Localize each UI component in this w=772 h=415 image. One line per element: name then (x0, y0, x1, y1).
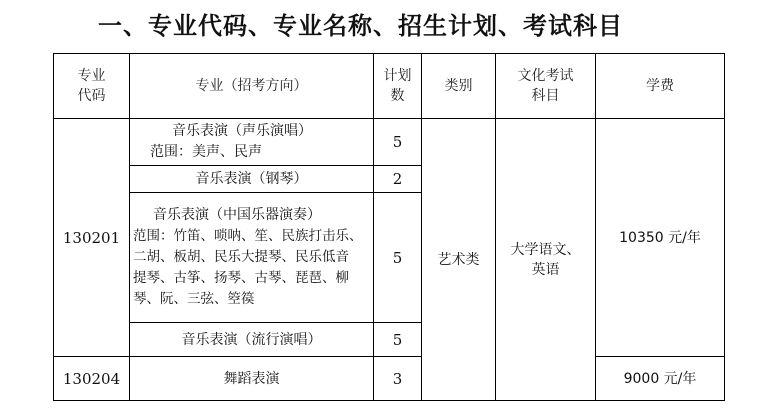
category-cell: 艺术类 (422, 119, 496, 401)
plan-cell: 2 (374, 166, 422, 193)
header-fee: 学费 (596, 54, 725, 119)
major-code-cell: 130204 (54, 357, 130, 401)
header-subjects: 文化考试 科目 (496, 54, 596, 119)
major-cell: 音乐表演（流行演唱） (130, 323, 374, 357)
table-row (54, 357, 725, 401)
header-code: 专业 代码 (54, 54, 130, 119)
plan-cell: 5 (374, 119, 422, 166)
header-row (54, 54, 725, 119)
header-plan: 计划 数 (374, 54, 422, 119)
major-cell: 音乐表演（钢琴） (130, 166, 374, 193)
major-cell: 音乐表演（中国乐器演奏） 范围：竹笛、唢呐、笙、民族打击乐、 二胡、板胡、民乐大提琴、民乐低音 提琴、古筝、扬琴、古琴、琵琶、柳 琴、阮、三弦、箜篌 (130, 193, 374, 323)
header-category: 类别 (422, 54, 496, 119)
header-major: 专业（招考方向） (130, 54, 374, 119)
plan-cell: 5 (374, 323, 422, 357)
fee-cell: 9000 元/年 (596, 357, 725, 401)
page-heading: 一、专业代码、专业名称、招生计划、考试科目 (98, 12, 623, 40)
table-row (54, 119, 725, 166)
plan-cell: 5 (374, 193, 422, 323)
subjects-cell: 大学语文、 英语 (496, 119, 596, 401)
admissions-table (53, 53, 725, 401)
plan-cell: 3 (374, 357, 422, 401)
major-cell: 音乐表演（声乐演唱） 范围：美声、民声 (130, 119, 374, 166)
fee-cell: 10350 元/年 (596, 119, 725, 357)
major-code-cell: 130201 (54, 119, 130, 357)
major-cell: 舞蹈表演 (130, 357, 374, 401)
